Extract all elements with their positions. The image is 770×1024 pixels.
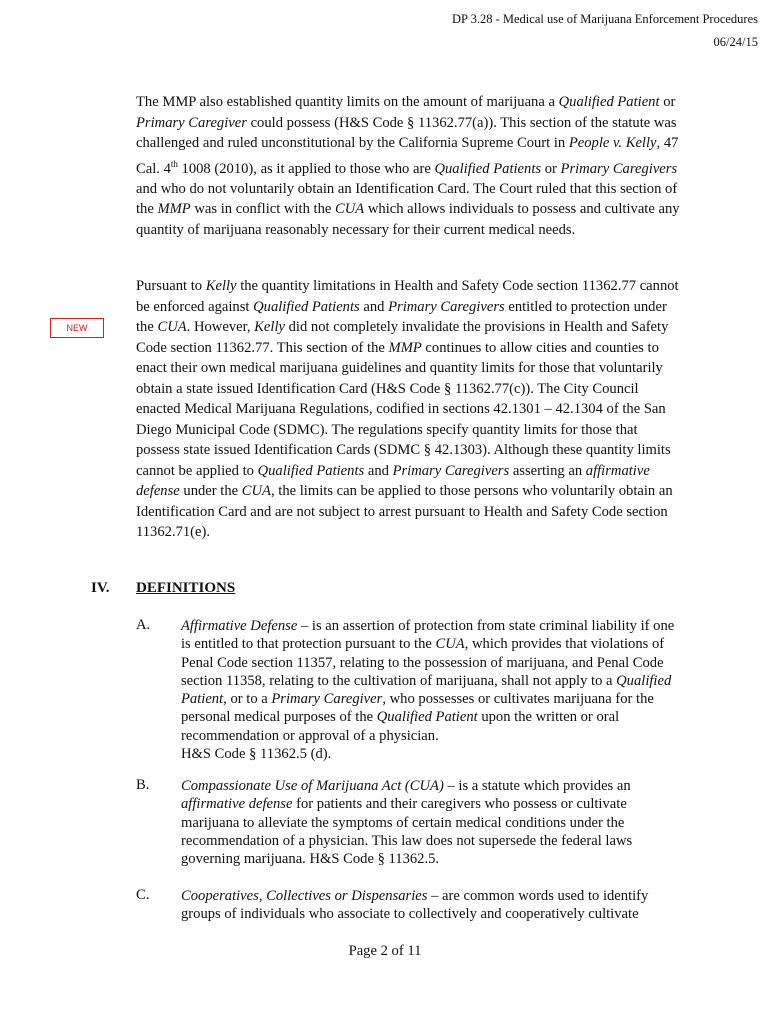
text: which allows individuals to possess and cultivate any quantity of marijuana reasonably necessary for their current medical needs.	[136, 201, 680, 238]
definition-term: Cooperatives, Collectives or Dispensaries	[181, 888, 428, 904]
text: did not completely invalidate the provisions in Health and Safety Code section 11362.77. This section of the	[136, 319, 669, 356]
text: – is an assertion of protection from state criminal liability if one is entitled to that protection pursuant to the	[181, 618, 675, 653]
text: , the limits can be applied to those persons who voluntarily obtain an Identification Card and are not subject to arrest pursuant to Health and Safety Code section 11362.71(e).	[136, 483, 673, 540]
italic-term: Qualified Patient	[558, 94, 660, 110]
text: continues to allow cities and counties to enact their own medical marijuana guidelines and quantity limits for those that voluntarily obtain a state issued Identification Card (H&S Code § 11362.77(c)). The City Council enacted Medical Marijuana Regulations, codified in sections 42.1301 – 42.1304 of the San Diego Municipal Code (SDMC). The regulations specify quantity limits for those that possess state issued Identification Cards (SDMC § 42.1303). Although these quantity limits cannot be applied to	[136, 339, 671, 479]
text: and who do not voluntarily obtain an Identification Card. The Court ruled that this section of the	[136, 180, 678, 218]
text: Pursuant to	[136, 278, 206, 294]
italic-term: Qualified Patient	[181, 672, 672, 708]
case-citation: Kelly	[205, 278, 237, 294]
definition-letter-c: C.	[136, 887, 150, 903]
text: H&S Code § 11362.5 (d).	[181, 746, 332, 763]
italic-term: Qualified Patients	[253, 298, 360, 315]
italic-term: Primary Caregiver	[271, 691, 383, 708]
definition-affirmative-defense	[181, 617, 681, 763]
text: , who possesses or cultivates marijuana for the personal medical purposes of the	[181, 691, 654, 726]
document-header-date: 06/24/15	[713, 35, 758, 49]
page-number: Page 2 of 11	[348, 943, 422, 959]
case-citation: People v. Kelly	[568, 135, 657, 151]
section-title: DEFINITIONS	[136, 580, 236, 596]
text: could possess (H&S Code § 11362.77(a)). This section of the statute was challenged and ruled unconstitutional by the California Supreme Court in	[136, 114, 677, 151]
text: entitled to protection under the	[136, 298, 667, 335]
section-number: IV.	[91, 580, 110, 596]
italic-term: Qualified Patients	[257, 462, 365, 479]
definition-cooperatives	[181, 887, 681, 924]
text: asserting an	[509, 462, 586, 479]
italic-term: Qualified Patients	[434, 160, 542, 177]
paragraph-mmp-limits	[136, 92, 684, 240]
text: 1008 (2010), as it applied to those who are	[177, 160, 435, 177]
paragraph-kelly-ruling	[136, 276, 684, 543]
italic-term: CUA	[157, 319, 187, 335]
text: and	[364, 462, 393, 479]
text: for patients and their caregivers who possess or cultivate marijuana to alleviate the symptoms of certain medical conditions under the recommendation of a physician. This law does not supersede the federal laws governing marijuana. H&S Code § 11362.5.	[181, 796, 633, 868]
definition-letter-b: B.	[136, 777, 150, 793]
text: The MMP also established quantity limits on the amount of marijuana a	[136, 94, 559, 110]
document-header-title: DP 3.28 - Medical use of Marijuana Enforcement Procedures	[451, 12, 758, 26]
italic-term: affirmative defense	[136, 462, 650, 499]
text: . However,	[186, 319, 255, 335]
definition-cua	[181, 777, 681, 868]
text: or	[659, 94, 676, 110]
italic-term: CUA	[241, 483, 271, 499]
text: , or to a	[223, 691, 272, 708]
italic-term: MMP	[388, 339, 422, 356]
text: upon the written or oral recommendation or approval of a physician.	[181, 709, 620, 744]
italic-term: Primary Caregivers	[392, 462, 510, 479]
italic-term: Primary Caregivers	[560, 160, 678, 177]
text: under the	[179, 483, 242, 499]
text: – are common words used to identify groups of individuals who associate to collectively and cooperatively cultivate	[181, 888, 649, 923]
text: or	[541, 160, 561, 177]
text: and	[359, 298, 389, 315]
text: , 47 Cal. 4	[136, 135, 679, 177]
text: the quantity limitations in Health and Safety Code section 11362.77 cannot be enforced against	[136, 278, 679, 315]
italic-term: CUA	[335, 201, 365, 218]
new-badge: NEW	[50, 318, 104, 338]
italic-term: Primary Caregivers	[388, 298, 505, 315]
superscript: th	[170, 158, 178, 169]
text: – is a statute which provides an	[443, 778, 631, 794]
text: , which provides that violations of Penal Code section 11357, relating to the possession of marijuana, and Penal Code section 11358, relating to the cultivation of marijuana, shall not apply to a	[181, 636, 665, 689]
case-citation: Kelly	[254, 319, 285, 335]
italic-term: Qualified Patient	[376, 709, 478, 726]
definition-term: Affirmative Defense	[181, 618, 298, 634]
text: was in conflict with the	[190, 201, 336, 218]
italic-term: affirmative defense	[181, 796, 293, 813]
italic-term: Primary Caregiver	[136, 114, 247, 131]
definition-term: Compassionate Use of Marijuana Act (CUA)	[181, 778, 444, 794]
italic-term: CUA	[435, 636, 465, 653]
definition-letter-a: A.	[136, 617, 151, 633]
italic-term: MMP	[157, 201, 191, 218]
